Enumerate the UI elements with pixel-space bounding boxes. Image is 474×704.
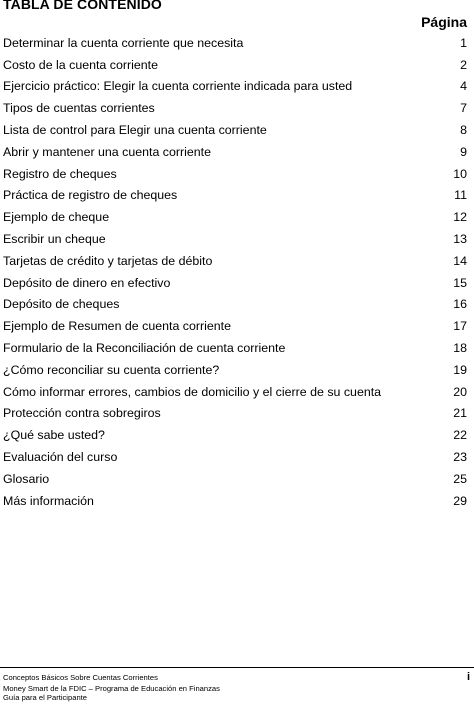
toc-entry-title: Determinar la cuenta corriente que necesita <box>3 35 244 50</box>
footer-program-name: Money Smart de la FDIC – Programa de Educación en Finanzas <box>3 684 220 693</box>
toc-entry-page: 29 <box>453 493 467 508</box>
toc-entry <box>3 206 467 228</box>
toc-entry <box>3 359 467 381</box>
toc-entry-page: 20 <box>453 384 467 399</box>
toc-entry <box>3 294 467 316</box>
toc-entry-page: 14 <box>453 253 467 268</box>
toc-entry <box>3 468 467 490</box>
toc-entry <box>3 490 467 512</box>
toc-entry-title: Ejemplo de cheque <box>3 210 110 225</box>
toc-entry <box>3 76 467 98</box>
table-of-contents <box>3 32 467 512</box>
footer-page-number: i <box>466 671 470 683</box>
toc-entry <box>3 32 467 54</box>
toc-entry-title: Ejemplo de Resumen de cuenta corriente <box>3 319 231 334</box>
toc-entry-page: 16 <box>453 297 467 312</box>
toc-entry-page: 1 <box>460 35 467 50</box>
toc-entry-page: 22 <box>453 428 467 443</box>
toc-entry-title: Costo de la cuenta corriente <box>3 57 158 72</box>
toc-entry <box>3 381 467 403</box>
toc-entry-title: Tarjetas de crédito y tarjetas de débito <box>3 253 213 268</box>
toc-entry-page: 17 <box>453 319 467 334</box>
toc-entry <box>3 424 467 446</box>
toc-entry-title: Tipos de cuentas corrientes <box>3 101 155 116</box>
toc-entry-page: 12 <box>453 210 467 225</box>
toc-entry <box>3 272 467 294</box>
toc-entry-title: Registro de cheques <box>3 166 117 181</box>
toc-entry-title: Abrir y mantener una cuenta corriente <box>3 144 211 159</box>
toc-entry <box>3 337 467 359</box>
toc-entry-page: 23 <box>453 450 467 465</box>
toc-entry <box>3 185 467 207</box>
toc-entry <box>3 163 467 185</box>
toc-entry <box>3 250 467 272</box>
toc-entry <box>3 315 467 337</box>
toc-entry-title: Lista de control para Elegir una cuenta corriente <box>3 123 267 138</box>
toc-entry-title: Depósito de cheques <box>3 297 120 312</box>
toc-entry-page: 9 <box>460 144 467 159</box>
toc-entry <box>3 141 467 163</box>
toc-entry-page: 18 <box>453 341 467 356</box>
toc-entry-title: Ejercicio práctico: Elegir la cuenta corriente indicada para usted <box>3 79 353 94</box>
toc-entry-page: 8 <box>460 123 467 138</box>
toc-entry-page: 10 <box>453 166 467 181</box>
toc-entry-title: Formulario de la Reconciliación de cuenta corriente <box>3 341 286 356</box>
toc-entry-title: Práctica de registro de cheques <box>3 188 178 203</box>
toc-entry-title: ¿Qué sabe usted? <box>3 428 105 443</box>
footer-divider <box>0 667 474 668</box>
toc-entry <box>3 446 467 468</box>
toc-entry <box>3 54 467 76</box>
footer-course-title: Conceptos Básicos Sobre Cuentas Corrientes <box>3 673 158 682</box>
toc-entry-page: 19 <box>453 362 467 377</box>
toc-entry-title: Glosario <box>3 471 50 486</box>
toc-entry-title: Escribir un cheque <box>3 232 106 247</box>
toc-entry-page: 11 <box>454 188 467 203</box>
document-title: TABLA DE CONTENIDO <box>3 0 162 12</box>
toc-entry-title: Más información <box>3 493 94 508</box>
toc-entry <box>3 97 467 119</box>
toc-entry-page: 4 <box>460 79 467 94</box>
toc-entry <box>3 403 467 425</box>
footer-guide-name: Guía para el Participante <box>3 693 88 702</box>
page-column-header: Página <box>421 14 467 30</box>
toc-entry-page: 15 <box>453 275 467 290</box>
toc-entry-title: ¿Cómo reconciliar su cuenta corriente? <box>3 362 220 377</box>
toc-entry-page: 13 <box>453 232 467 247</box>
toc-entry-title: Cómo informar errores, cambios de domicilio y el cierre de su cuenta <box>3 384 382 399</box>
toc-entry-title: Depósito de dinero en efectivo <box>3 275 171 290</box>
toc-entry-title: Evaluación del curso <box>3 450 118 465</box>
toc-entry <box>3 228 467 250</box>
toc-entry <box>3 119 467 141</box>
toc-entry-page: 25 <box>453 471 467 486</box>
toc-entry-title: Protección contra sobregiros <box>3 406 161 421</box>
toc-entry-page: 7 <box>460 101 467 116</box>
toc-entry-page: 2 <box>460 57 467 72</box>
toc-entry-page: 21 <box>453 406 467 421</box>
